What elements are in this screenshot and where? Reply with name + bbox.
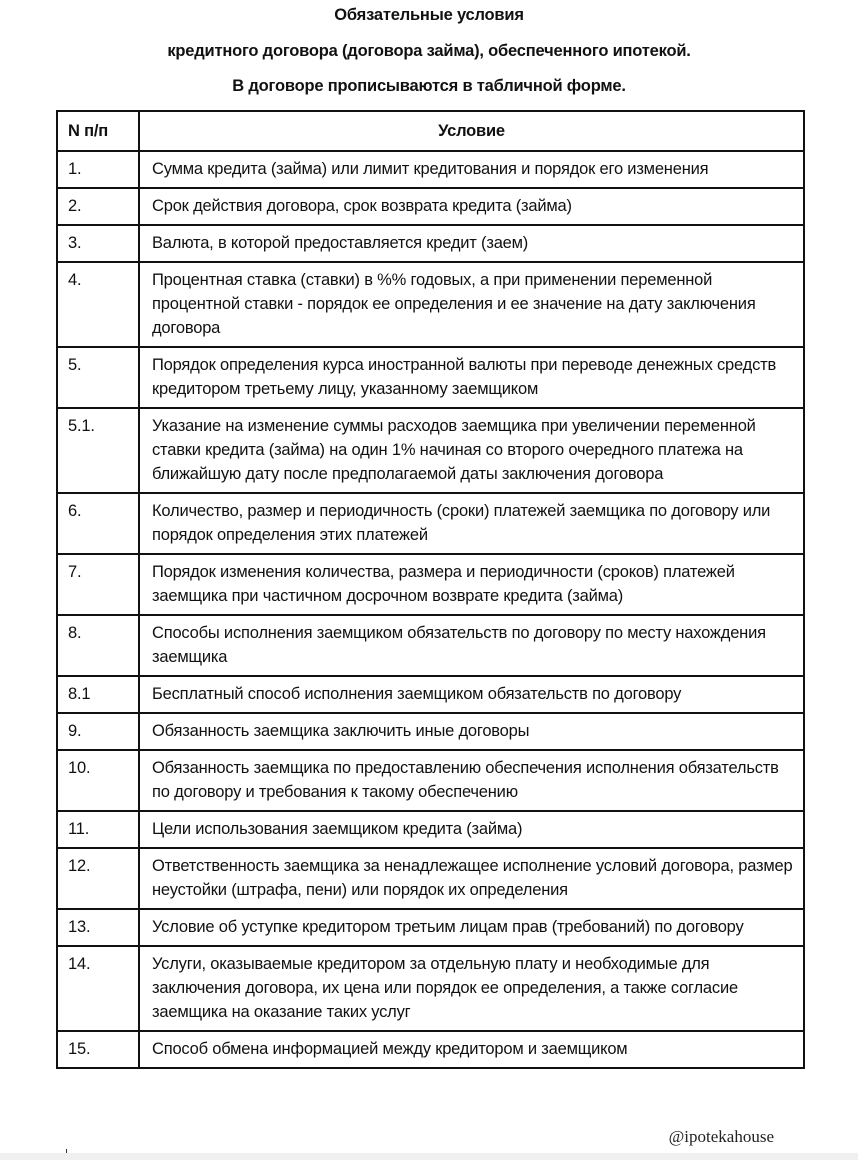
row-condition: Срок действия договора, срок возврата кредита (займа) xyxy=(139,188,804,225)
row-number: 11. xyxy=(57,811,139,848)
header-number: N п/п xyxy=(57,111,139,151)
table-row xyxy=(57,188,804,225)
table-row xyxy=(57,262,804,347)
row-number: 10. xyxy=(57,750,139,811)
watermark: @ipotekahouse xyxy=(668,1127,774,1146)
row-number: 14. xyxy=(57,946,139,1031)
table-row xyxy=(57,676,804,713)
row-condition: Указание на изменение суммы расходов заемщика при увеличении переменной ставки кредита (займа) на один 1% начиная со второго очередного платежа на ближайшую дату после предполагаемой даты заключения договора xyxy=(139,408,804,493)
row-condition: Порядок изменения количества, размера и периодичности (сроков) платежей заемщика при частичном досрочном возврате кредита (займа) xyxy=(139,554,804,615)
table-row xyxy=(57,554,804,615)
row-number: 4. xyxy=(57,262,139,347)
table-row xyxy=(57,848,804,909)
row-condition: Способы исполнения заемщиком обязательств по договору по месту нахождения заемщика xyxy=(139,615,804,676)
title-line-2: кредитного договора (договора займа), обеспеченного ипотекой. xyxy=(167,42,691,60)
row-condition: Цели использования заемщиком кредита (займа) xyxy=(139,811,804,848)
row-number: 12. xyxy=(57,848,139,909)
table-row xyxy=(57,946,804,1031)
title-line-3: В договоре прописываются в табличной форме. xyxy=(232,77,626,95)
title-line-1: Обязательные условия xyxy=(334,6,524,24)
table-row xyxy=(57,750,804,811)
row-number: 7. xyxy=(57,554,139,615)
bottom-strip xyxy=(0,1153,858,1160)
row-condition: Способ обмена информацией между кредитором и заемщиком xyxy=(139,1031,804,1068)
row-number: 15. xyxy=(57,1031,139,1068)
row-number: 5. xyxy=(57,347,139,408)
table-row xyxy=(57,909,804,946)
row-number: 8. xyxy=(57,615,139,676)
row-condition: Валюта, в которой предоставляется кредит (заем) xyxy=(139,225,804,262)
table-header-row xyxy=(57,111,804,151)
table-row xyxy=(57,1031,804,1068)
row-condition: Условие об уступке кредитором третьим лицам прав (требований) по договору xyxy=(139,909,804,946)
table-row xyxy=(57,151,804,188)
row-condition: Обязанность заемщика по предоставлению обеспечения исполнения обязательств по договору и требования к такому обеспечению xyxy=(139,750,804,811)
table-row xyxy=(57,347,804,408)
row-number: 1. xyxy=(57,151,139,188)
header-condition: Условие xyxy=(139,111,804,151)
table-row xyxy=(57,713,804,750)
table-row xyxy=(57,408,804,493)
row-number: 6. xyxy=(57,493,139,554)
table-row xyxy=(57,811,804,848)
row-condition: Ответственность заемщика за ненадлежащее исполнение условий договора, размер неустойки (штрафа, пени) или порядок их определения xyxy=(139,848,804,909)
row-number: 13. xyxy=(57,909,139,946)
row-number: 9. xyxy=(57,713,139,750)
row-condition: Бесплатный способ исполнения заемщиком обязательств по договору xyxy=(139,676,804,713)
conditions-table xyxy=(56,110,805,1069)
row-condition: Обязанность заемщика заключить иные договоры xyxy=(139,713,804,750)
table-row xyxy=(57,615,804,676)
row-number: 3. xyxy=(57,225,139,262)
row-condition: Процентная ставка (ставки) в %% годовых, а при применении переменной процентной ставки - порядок ее определения и ее значение на дату заключения договора xyxy=(139,262,804,347)
row-condition: Порядок определения курса иностранной валюты при переводе денежных средств кредитором третьему лицу, указанному заемщиком xyxy=(139,347,804,408)
table-row xyxy=(57,493,804,554)
row-number: 8.1 xyxy=(57,676,139,713)
table-row xyxy=(57,225,804,262)
row-number: 2. xyxy=(57,188,139,225)
row-number: 5.1. xyxy=(57,408,139,493)
row-condition: Услуги, оказываемые кредитором за отдельную плату и необходимые для заключения договора, их цена или порядок ее определения, а также согласие заемщика на оказание таких услуг xyxy=(139,946,804,1031)
row-condition: Количество, размер и периодичность (сроки) платежей заемщика по договору или порядок определения этих платежей xyxy=(139,493,804,554)
row-condition: Сумма кредита (займа) или лимит кредитования и порядок его изменения xyxy=(139,151,804,188)
